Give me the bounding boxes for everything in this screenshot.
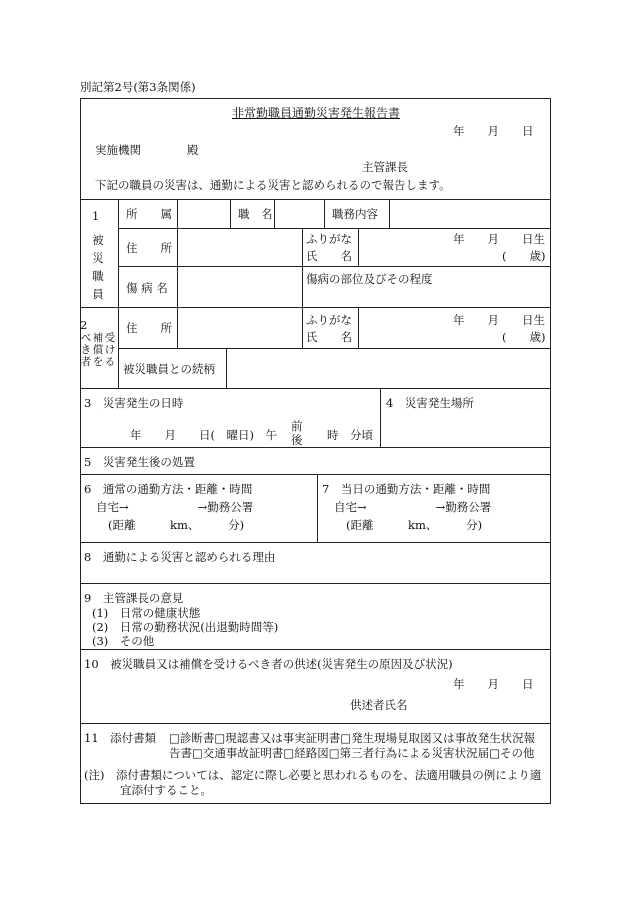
s9-opinion-label: 9 主管課長の意見 xyxy=(84,591,184,605)
s2-birthdate: 年 月 日生 xyxy=(453,313,545,327)
s6-route: 自宅→ →勤務公署 xyxy=(96,500,254,514)
s10-date: 年 月 日 xyxy=(453,677,534,691)
s3-am: 前 xyxy=(291,419,303,433)
s2-furigana-label: ふりがな xyxy=(306,313,352,327)
s1-birthdate: 年 月 日生 xyxy=(453,232,545,246)
s1-injury-part-label: 傷病の部位及びその程度 xyxy=(306,272,433,286)
form-number: 別記第2号(第3条関係) xyxy=(80,80,196,94)
s1-age: ( 歳) xyxy=(502,249,546,263)
s10-statement-label: 10 被災職員又は補償を受けるべき者の供述(災害発生の原因及び状況) xyxy=(84,657,453,671)
s2-name-label: 氏 名 xyxy=(306,330,352,344)
s2-number: 2 xyxy=(80,318,88,332)
s3-date-fields: 年 月 日( 曜日) 午 xyxy=(130,428,277,442)
s11-attachments-line2: 告書□交通事故証明書□経路図□第三者行為による災害状況届□その他 xyxy=(169,746,535,760)
s1-name-label: 氏 名 xyxy=(306,249,352,263)
s11-attachments-line1: □診断書□現認書又は事実証明書□発生現場見取図又は事故発生状況報 xyxy=(169,731,536,745)
s2-vertical-col2: 補償を xyxy=(92,332,104,368)
s9-item-3: (3) その他 xyxy=(92,634,155,648)
s3-time-fields: 時 分頃 xyxy=(327,428,373,442)
s3-pm: 後 xyxy=(291,433,303,447)
s1-affiliation-label: 所 属 xyxy=(126,207,172,221)
note-line1: (注) 添付書類については、認定に際し必要と思われるものを、法適用職員の例により適 xyxy=(84,768,542,782)
note-line2: 宜添付すること。 xyxy=(120,783,212,797)
s7-day-commute-label: 7 当日の通勤方法・距離・時間 xyxy=(322,482,491,496)
s3-datetime-label: 3 災害発生の日時 xyxy=(84,396,184,410)
intro-text: 下記の職員の災害は、通勤による災害と認められるので報告します。 xyxy=(95,178,451,192)
s2-relationship-label: 被災職員との続柄 xyxy=(123,362,215,376)
s1-job-title-label: 職 名 xyxy=(238,207,273,221)
s5-measures-label: 5 災害発生後の処置 xyxy=(84,455,195,469)
s9-item-1: (1) 日常の健康状態 xyxy=(92,606,201,620)
s11-attachments-label: 11 添付書類 xyxy=(84,731,157,745)
s2-vertical-col3: べき者 xyxy=(80,332,92,368)
form-title: 非常勤職員通勤災害発生報告書 xyxy=(232,106,401,120)
s6-distance: (距離 km、 分) xyxy=(108,518,245,532)
s7-route: 自宅→ →勤務公署 xyxy=(334,500,492,514)
s1-number: 1 xyxy=(92,209,100,223)
s2-age: ( 歳) xyxy=(502,330,546,344)
recipient: 実施機関 殿 xyxy=(95,143,199,157)
s9-item-2: (2) 日常の勤務状況(出退勤時間等) xyxy=(92,620,279,634)
form-frame xyxy=(80,98,551,804)
s10-signature-label: 供述者氏名 xyxy=(350,698,408,712)
s8-reason-label: 8 通勤による災害と認められる理由 xyxy=(84,550,276,564)
s6-usual-commute-label: 6 通常の通勤方法・距離・時間 xyxy=(84,482,253,496)
s1-furigana-label: ふりがな xyxy=(306,232,352,246)
s1-duties-label: 職務内容 xyxy=(332,207,378,221)
s2-vertical-col1: 受ける xyxy=(104,332,116,368)
s1-vertical-label: 被災職員 xyxy=(92,233,104,301)
manager-title: 主管課長 xyxy=(362,160,408,174)
report-date: 年 月 日 xyxy=(453,124,534,138)
s4-place-label: 4 災害発生場所 xyxy=(386,396,474,410)
s1-address-label: 住 所 xyxy=(126,241,172,255)
s2-vertical-label xyxy=(79,332,117,386)
s7-distance: (距離 km、 分) xyxy=(346,518,483,532)
s2-address-label: 住 所 xyxy=(126,321,172,335)
s1-injury-label: 傷 病 名 xyxy=(126,281,168,295)
